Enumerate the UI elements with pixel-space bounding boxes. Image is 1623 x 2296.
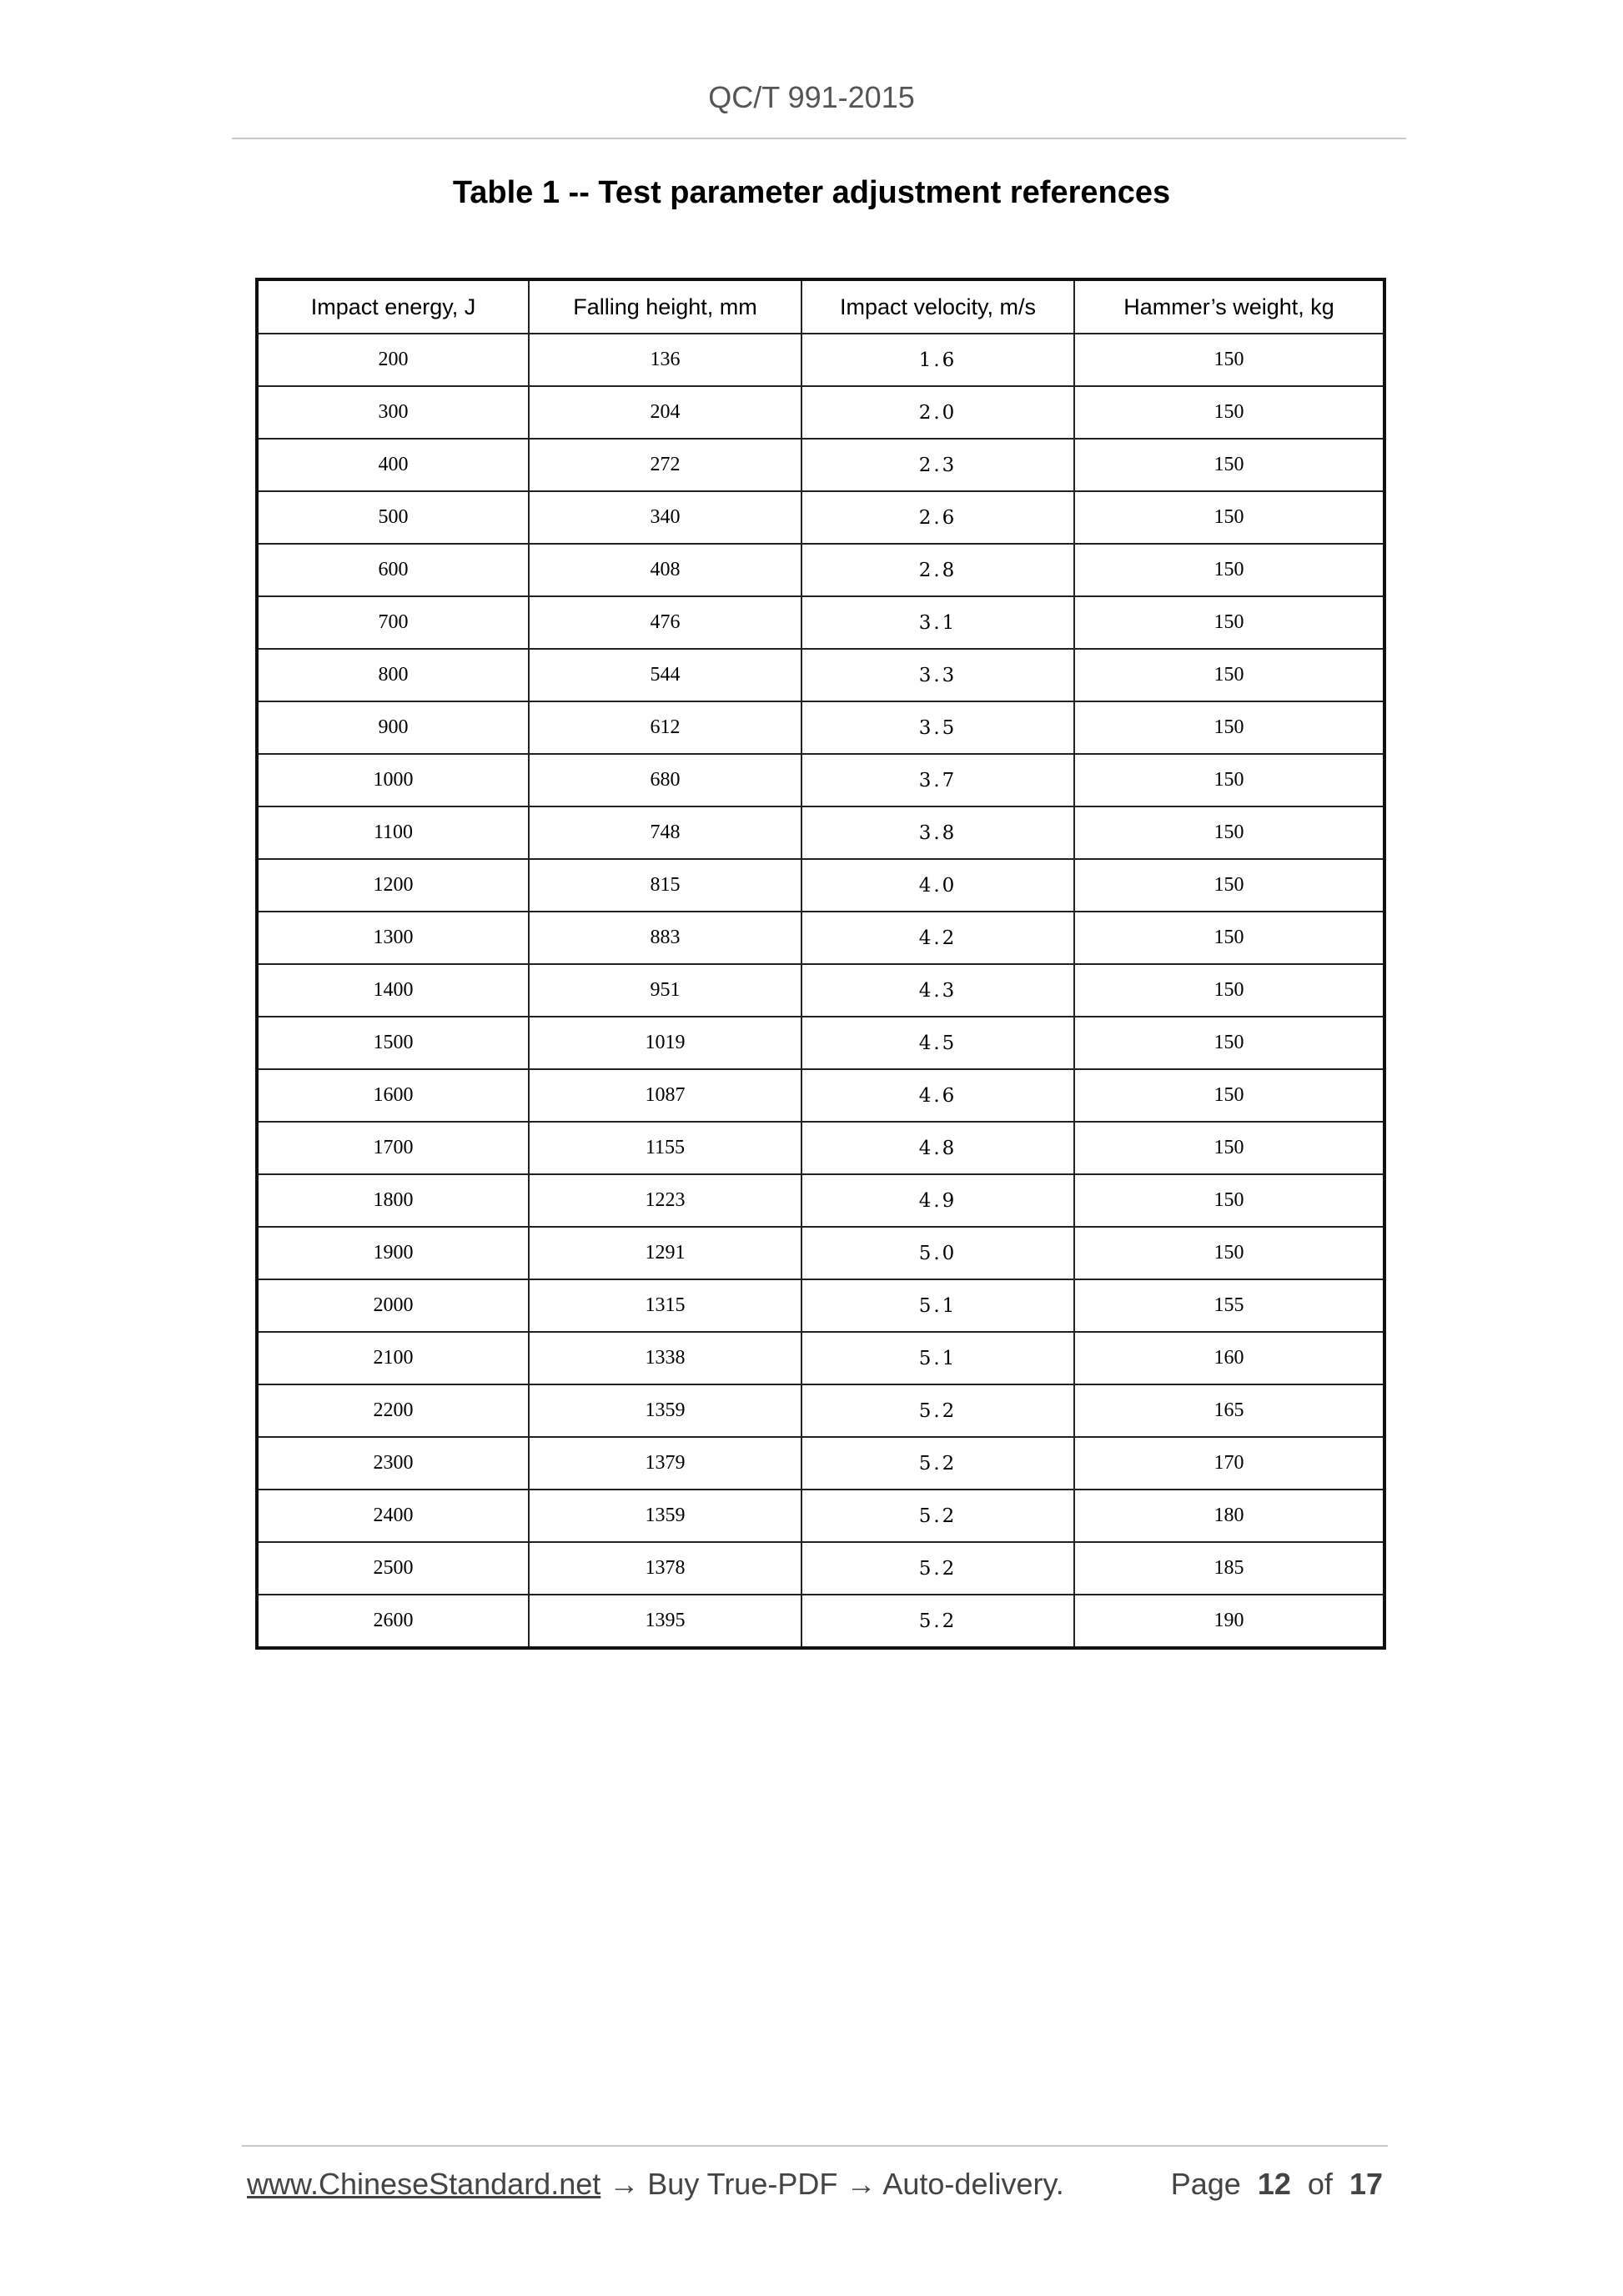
hammer-weight-cell: 150 — [1074, 439, 1384, 491]
hammer-weight-cell: 150 — [1074, 1069, 1384, 1122]
right-arrow-icon: → — [846, 2167, 877, 2201]
hammer-weight-cell: 150 — [1074, 386, 1384, 439]
right-arrow-icon: → — [609, 2167, 640, 2201]
impact-energy-cell: 1600 — [257, 1069, 529, 1122]
impact-velocity-cell: 5.1 — [801, 1279, 1074, 1332]
impact-velocity-cell: 4.2 — [801, 912, 1074, 964]
table-row — [257, 912, 1384, 964]
hammer-weight-cell: 185 — [1074, 1542, 1384, 1595]
table-row — [257, 1174, 1384, 1227]
hammer-weight-cell: 150 — [1074, 491, 1384, 544]
impact-energy-cell: 300 — [257, 386, 529, 439]
hammer-weight-cell: 180 — [1074, 1490, 1384, 1542]
impact-velocity-cell: 4.5 — [801, 1017, 1074, 1069]
column-header-falling-height: Falling height, mm — [529, 279, 801, 334]
page-current: 12 — [1257, 2167, 1291, 2201]
impact-energy-cell: 2600 — [257, 1595, 529, 1648]
impact-velocity-cell: 5.1 — [801, 1332, 1074, 1384]
buy-text: Buy True-PDF — [647, 2167, 838, 2201]
falling-height-cell: 815 — [529, 859, 801, 912]
impact-energy-cell: 1400 — [257, 964, 529, 1017]
falling-height-cell: 1087 — [529, 1069, 801, 1122]
table-row — [257, 701, 1384, 754]
falling-height-cell: 340 — [529, 491, 801, 544]
impact-velocity-cell: 3.7 — [801, 754, 1074, 806]
footer-divider — [242, 2145, 1388, 2147]
impact-velocity-cell: 5.2 — [801, 1542, 1074, 1595]
falling-height-cell: 1155 — [529, 1122, 801, 1174]
impact-energy-cell: 1500 — [257, 1017, 529, 1069]
table-row — [257, 1017, 1384, 1069]
impact-energy-cell: 2400 — [257, 1490, 529, 1542]
impact-energy-cell: 1800 — [257, 1174, 529, 1227]
column-header-hammer-weight: Hammer’s weight, kg — [1074, 279, 1384, 334]
hammer-weight-cell: 150 — [1074, 912, 1384, 964]
falling-height-cell: 408 — [529, 544, 801, 596]
impact-energy-cell: 2300 — [257, 1437, 529, 1490]
table-row — [257, 544, 1384, 596]
table-row — [257, 1069, 1384, 1122]
impact-velocity-cell: 4.0 — [801, 859, 1074, 912]
impact-energy-cell: 1900 — [257, 1227, 529, 1279]
impact-energy-cell: 700 — [257, 596, 529, 649]
hammer-weight-cell: 150 — [1074, 964, 1384, 1017]
falling-height-cell: 1315 — [529, 1279, 801, 1332]
impact-velocity-cell: 5.2 — [801, 1437, 1074, 1490]
table-body — [257, 334, 1384, 1648]
falling-height-cell: 1378 — [529, 1542, 801, 1595]
falling-height-cell: 1359 — [529, 1384, 801, 1437]
site-link[interactable]: www.ChineseStandard.net — [247, 2167, 601, 2201]
table-header-row — [257, 279, 1384, 334]
column-header-impact-energy: Impact energy, J — [257, 279, 529, 334]
impact-energy-cell: 500 — [257, 491, 529, 544]
page-footer — [247, 2167, 1389, 2208]
impact-velocity-cell: 2.6 — [801, 491, 1074, 544]
impact-velocity-cell: 4.8 — [801, 1122, 1074, 1174]
falling-height-cell: 883 — [529, 912, 801, 964]
impact-velocity-cell: 4.6 — [801, 1069, 1074, 1122]
impact-energy-cell: 600 — [257, 544, 529, 596]
impact-velocity-cell: 3.8 — [801, 806, 1074, 859]
falling-height-cell: 612 — [529, 701, 801, 754]
hammer-weight-cell: 150 — [1074, 754, 1384, 806]
falling-height-cell: 204 — [529, 386, 801, 439]
impact-energy-cell: 900 — [257, 701, 529, 754]
impact-velocity-cell: 5.0 — [801, 1227, 1074, 1279]
falling-height-cell: 1019 — [529, 1017, 801, 1069]
impact-velocity-cell: 2.0 — [801, 386, 1074, 439]
impact-velocity-cell: 1.6 — [801, 334, 1074, 386]
impact-energy-cell: 800 — [257, 649, 529, 701]
table-row — [257, 754, 1384, 806]
hammer-weight-cell: 150 — [1074, 806, 1384, 859]
table-row — [257, 1122, 1384, 1174]
column-header-impact-velocity: Impact velocity, m/s — [801, 279, 1074, 334]
impact-energy-cell: 2500 — [257, 1542, 529, 1595]
falling-height-cell: 951 — [529, 964, 801, 1017]
header-divider — [232, 138, 1406, 139]
impact-velocity-cell: 4.9 — [801, 1174, 1074, 1227]
impact-velocity-cell: 5.2 — [801, 1384, 1074, 1437]
test-parameter-table — [255, 278, 1386, 1650]
hammer-weight-cell: 150 — [1074, 701, 1384, 754]
table-row — [257, 1490, 1384, 1542]
hammer-weight-cell: 155 — [1074, 1279, 1384, 1332]
table-row — [257, 1227, 1384, 1279]
document-code: QC/T 991-2015 — [708, 80, 915, 114]
page-total: 17 — [1349, 2167, 1383, 2201]
impact-energy-cell: 1300 — [257, 912, 529, 964]
impact-energy-cell: 1100 — [257, 806, 529, 859]
falling-height-cell: 1395 — [529, 1595, 801, 1648]
falling-height-cell: 1338 — [529, 1332, 801, 1384]
table-row — [257, 1437, 1384, 1490]
falling-height-cell: 136 — [529, 334, 801, 386]
falling-height-cell: 1379 — [529, 1437, 801, 1490]
hammer-weight-cell: 150 — [1074, 334, 1384, 386]
table-row — [257, 1332, 1384, 1384]
delivery-text: Auto-delivery. — [882, 2167, 1064, 2201]
impact-velocity-cell: 3.5 — [801, 701, 1074, 754]
impact-energy-cell: 2000 — [257, 1279, 529, 1332]
impact-energy-cell: 400 — [257, 439, 529, 491]
impact-velocity-cell: 3.1 — [801, 596, 1074, 649]
table-row — [257, 439, 1384, 491]
impact-velocity-cell: 4.3 — [801, 964, 1074, 1017]
hammer-weight-cell: 150 — [1074, 1227, 1384, 1279]
hammer-weight-cell: 170 — [1074, 1437, 1384, 1490]
table-row — [257, 649, 1384, 701]
table-title: Table 1 -- Test parameter adjustment references — [452, 175, 1171, 210]
hammer-weight-cell: 150 — [1074, 859, 1384, 912]
table-row — [257, 1595, 1384, 1648]
impact-energy-cell: 1200 — [257, 859, 529, 912]
hammer-weight-cell: 150 — [1074, 649, 1384, 701]
hammer-weight-cell: 165 — [1074, 1384, 1384, 1437]
table-row — [257, 964, 1384, 1017]
hammer-weight-cell: 160 — [1074, 1332, 1384, 1384]
hammer-weight-cell: 150 — [1074, 596, 1384, 649]
table-row — [257, 859, 1384, 912]
falling-height-cell: 1291 — [529, 1227, 801, 1279]
table-row — [257, 596, 1384, 649]
falling-height-cell: 680 — [529, 754, 801, 806]
falling-height-cell: 476 — [529, 596, 801, 649]
table-row — [257, 386, 1384, 439]
table-row — [257, 334, 1384, 386]
impact-energy-cell: 1000 — [257, 754, 529, 806]
hammer-weight-cell: 150 — [1074, 1122, 1384, 1174]
table-row — [257, 1542, 1384, 1595]
impact-velocity-cell: 2.8 — [801, 544, 1074, 596]
impact-velocity-cell: 5.2 — [801, 1490, 1074, 1542]
falling-height-cell: 748 — [529, 806, 801, 859]
impact-energy-cell: 2100 — [257, 1332, 529, 1384]
table-row — [257, 1384, 1384, 1437]
of-label: of — [1307, 2167, 1333, 2201]
hammer-weight-cell: 150 — [1074, 1017, 1384, 1069]
table-row — [257, 491, 1384, 544]
impact-velocity-cell: 2.3 — [801, 439, 1074, 491]
impact-energy-cell: 2200 — [257, 1384, 529, 1437]
page-label: Page — [1170, 2167, 1241, 2201]
hammer-weight-cell: 150 — [1074, 544, 1384, 596]
table-row — [257, 1279, 1384, 1332]
impact-energy-cell: 1700 — [257, 1122, 529, 1174]
impact-energy-cell: 200 — [257, 334, 529, 386]
falling-height-cell: 1359 — [529, 1490, 801, 1542]
hammer-weight-cell: 190 — [1074, 1595, 1384, 1648]
impact-velocity-cell: 3.3 — [801, 649, 1074, 701]
falling-height-cell: 544 — [529, 649, 801, 701]
falling-height-cell: 272 — [529, 439, 801, 491]
table-row — [257, 806, 1384, 859]
impact-velocity-cell: 5.2 — [801, 1595, 1074, 1648]
falling-height-cell: 1223 — [529, 1174, 801, 1227]
hammer-weight-cell: 150 — [1074, 1174, 1384, 1227]
